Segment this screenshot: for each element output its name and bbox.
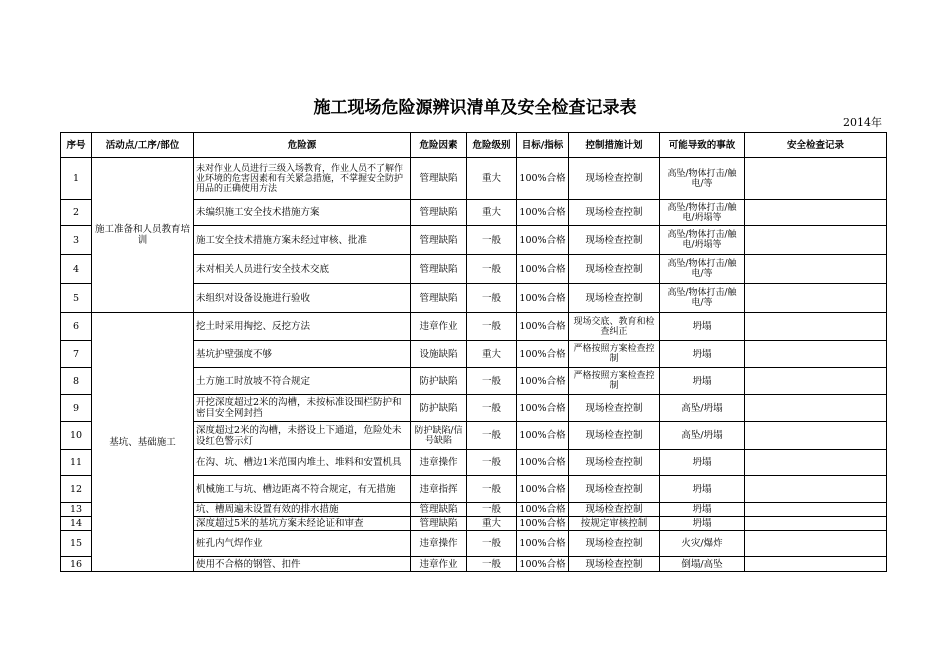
- accident-cell: 高坠/物体打击/触电/坍塌等: [660, 226, 745, 255]
- level-cell: 一般: [467, 313, 517, 341]
- header-col-control: 控制措施计划: [569, 133, 660, 158]
- header-col-level: 危险级别: [467, 133, 517, 158]
- hazard-cell: 基坑护壁强度不够: [194, 341, 411, 368]
- accident-cell: 高坠/物体打击/触电/等: [660, 284, 745, 313]
- factor-cell: 管理缺陷: [411, 255, 467, 284]
- factor-cell: 防护缺陷: [411, 395, 467, 422]
- inspection-record-cell: [745, 368, 887, 395]
- inspection-record-cell: [745, 531, 887, 557]
- row-number-cell: 5: [61, 284, 92, 313]
- accident-cell: 高坠/物体打击/触电/等: [660, 255, 745, 284]
- hazard-cell: 桩孔内气焊作业: [194, 531, 411, 557]
- control-cell: 现场检查控制: [569, 503, 660, 517]
- inspection-record-cell: [745, 226, 887, 255]
- hazard-cell: 未对相关人员进行安全技术交底: [194, 255, 411, 284]
- header-col-hazard: 危险源: [194, 133, 411, 158]
- accident-cell: 坍塌: [660, 517, 745, 531]
- accident-cell: 坍塌: [660, 450, 745, 476]
- level-cell: 一般: [467, 255, 517, 284]
- control-cell: 现场检查控制: [569, 422, 660, 450]
- target-cell: 100%合格: [517, 531, 569, 557]
- accident-cell: 坍塌: [660, 341, 745, 368]
- inspection-record-cell: [745, 422, 887, 450]
- target-cell: 100%合格: [517, 368, 569, 395]
- row-number-cell: 15: [61, 531, 92, 557]
- level-cell: 重大: [467, 200, 517, 226]
- factor-cell: 管理缺陷: [411, 503, 467, 517]
- target-cell: 100%合格: [517, 255, 569, 284]
- level-cell: 一般: [467, 450, 517, 476]
- hazard-cell: 未对作业人员进行三级入场教育，作业人员不了解作业环境的危害因素和有关紧急措施，不掌握安全防护用品的正确使用方法: [194, 158, 411, 200]
- header-row: [61, 133, 887, 158]
- target-cell: 100%合格: [517, 422, 569, 450]
- inspection-record-cell: [745, 476, 887, 503]
- control-cell: 现场检查控制: [569, 395, 660, 422]
- factor-cell: 违章指挥: [411, 476, 467, 503]
- target-cell: 100%合格: [517, 503, 569, 517]
- factor-cell: 管理缺陷: [411, 517, 467, 531]
- level-cell: 一般: [467, 476, 517, 503]
- hazard-cell: 机械施工与坑、槽边距离不符合规定，有无措施: [194, 476, 411, 503]
- target-cell: 100%合格: [517, 284, 569, 313]
- level-cell: 一般: [467, 503, 517, 517]
- hazard-cell: 挖土时采用掏挖、反挖方法: [194, 313, 411, 341]
- row-number-cell: 11: [61, 450, 92, 476]
- control-cell: 按规定审核控制: [569, 517, 660, 531]
- level-cell: 重大: [467, 517, 517, 531]
- row-number-cell: 8: [61, 368, 92, 395]
- level-cell: 一般: [467, 368, 517, 395]
- target-cell: 100%合格: [517, 226, 569, 255]
- header-col-no: 序号: [61, 133, 92, 158]
- row-number-cell: 9: [61, 395, 92, 422]
- factor-cell: 违章作业: [411, 557, 467, 572]
- row-number-cell: 7: [61, 341, 92, 368]
- control-cell: 现场检查控制: [569, 284, 660, 313]
- activity-cell: 基坑、基础施工: [92, 313, 194, 572]
- hazard-cell: 开挖深度超过2米的沟槽，未按标准设围栏防护和密目安全网封挡: [194, 395, 411, 422]
- factor-cell: 违章作业: [411, 313, 467, 341]
- level-cell: 一般: [467, 557, 517, 572]
- level-cell: 重大: [467, 158, 517, 200]
- row-number-cell: 16: [61, 557, 92, 572]
- header-col-factor: 危险因素: [411, 133, 467, 158]
- row-number-cell: 14: [61, 517, 92, 531]
- target-cell: 100%合格: [517, 341, 569, 368]
- row-number-cell: 3: [61, 226, 92, 255]
- target-cell: 100%合格: [517, 517, 569, 531]
- header-col-target: 目标/指标: [517, 133, 569, 158]
- inspection-record-cell: [745, 503, 887, 517]
- row-number-cell: 6: [61, 313, 92, 341]
- control-cell: 现场检查控制: [569, 200, 660, 226]
- header-col-accident: 可能导致的事故: [660, 133, 745, 158]
- control-cell: 现场检查控制: [569, 255, 660, 284]
- accident-cell: 坍塌: [660, 476, 745, 503]
- hazard-cell: 深度超过2米的沟槽，未搭设上下通道，危险处未设红色警示灯: [194, 422, 411, 450]
- row-number-cell: 13: [61, 503, 92, 517]
- factor-cell: 防护缺陷/信号缺陷: [411, 422, 467, 450]
- inspection-record-cell: [745, 255, 887, 284]
- accident-cell: 坍塌: [660, 368, 745, 395]
- row-number-cell: 12: [61, 476, 92, 503]
- row-number-cell: 2: [61, 200, 92, 226]
- hazard-table: [60, 132, 887, 572]
- target-cell: 100%合格: [517, 395, 569, 422]
- control-cell: 现场检查控制: [569, 476, 660, 503]
- accident-cell: 坍塌: [660, 503, 745, 517]
- target-cell: 100%合格: [517, 158, 569, 200]
- level-cell: 一般: [467, 226, 517, 255]
- accident-cell: 火灾/爆炸: [660, 531, 745, 557]
- page-title: 施工现场危险源辨识清单及安全检查记录表: [313, 98, 637, 118]
- accident-cell: 高坠/物体打击/触电/等: [660, 158, 745, 200]
- level-cell: 重大: [467, 341, 517, 368]
- control-cell: 现场检查控制: [569, 557, 660, 572]
- control-cell: 严格按照方案检查控制: [569, 341, 660, 368]
- control-cell: 严格按照方案检查控制: [569, 368, 660, 395]
- factor-cell: 管理缺陷: [411, 226, 467, 255]
- hazard-cell: 施工安全技术措施方案未经过审核、批准: [194, 226, 411, 255]
- target-cell: 100%合格: [517, 450, 569, 476]
- inspection-record-cell: [745, 158, 887, 200]
- year-label: 2014年: [843, 116, 882, 129]
- table-row: [61, 158, 887, 200]
- target-cell: 100%合格: [517, 200, 569, 226]
- row-number-cell: 4: [61, 255, 92, 284]
- level-cell: 一般: [467, 531, 517, 557]
- level-cell: 一般: [467, 284, 517, 313]
- row-number-cell: 10: [61, 422, 92, 450]
- accident-cell: 倒塌/高坠: [660, 557, 745, 572]
- factor-cell: 设施缺陷: [411, 341, 467, 368]
- accident-cell: 高坠/物体打击/触电/坍塌等: [660, 200, 745, 226]
- level-cell: 一般: [467, 422, 517, 450]
- factor-cell: 违章操作: [411, 531, 467, 557]
- header-col-activity: 活动点/工序/部位: [92, 133, 194, 158]
- header-col-record: 安全检查记录: [745, 133, 887, 158]
- factor-cell: 违章操作: [411, 450, 467, 476]
- target-cell: 100%合格: [517, 557, 569, 572]
- factor-cell: 防护缺陷: [411, 368, 467, 395]
- inspection-record-cell: [745, 284, 887, 313]
- control-cell: 现场检查控制: [569, 158, 660, 200]
- inspection-record-cell: [745, 450, 887, 476]
- inspection-record-cell: [745, 557, 887, 572]
- control-cell: 现场交底、教育和检查纠正: [569, 313, 660, 341]
- inspection-record-cell: [745, 395, 887, 422]
- inspection-record-cell: [745, 200, 887, 226]
- hazard-cell: 在沟、坑、槽边1米范围内堆土、堆料和安置机具: [194, 450, 411, 476]
- inspection-record-cell: [745, 517, 887, 531]
- hazard-cell: 未编织施工安全技术措施方案: [194, 200, 411, 226]
- factor-cell: 管理缺陷: [411, 284, 467, 313]
- activity-cell: 施工准备和人员教育培训: [92, 158, 194, 313]
- control-cell: 现场检查控制: [569, 450, 660, 476]
- table-row: [61, 313, 887, 341]
- factor-cell: 管理缺陷: [411, 158, 467, 200]
- control-cell: 现场检查控制: [569, 226, 660, 255]
- level-cell: 一般: [467, 395, 517, 422]
- control-cell: 现场检查控制: [569, 531, 660, 557]
- inspection-record-cell: [745, 313, 887, 341]
- accident-cell: 高坠/坍塌: [660, 422, 745, 450]
- target-cell: 100%合格: [517, 476, 569, 503]
- factor-cell: 管理缺陷: [411, 200, 467, 226]
- hazard-cell: 土方施工时放坡不符合规定: [194, 368, 411, 395]
- hazard-cell: 未组织对设备设施进行验收: [194, 284, 411, 313]
- row-number-cell: 1: [61, 158, 92, 200]
- hazard-cell: 坑、槽周遍未设置有效的排水措施: [194, 503, 411, 517]
- inspection-record-cell: [745, 341, 887, 368]
- table-body: [61, 158, 887, 572]
- hazard-cell: 深度超过5米的基坑方案未经论证和审查: [194, 517, 411, 531]
- hazard-cell: 使用不合格的钢管、扣件: [194, 557, 411, 572]
- accident-cell: 坍塌: [660, 313, 745, 341]
- target-cell: 100%合格: [517, 313, 569, 341]
- accident-cell: 高坠/坍塌: [660, 395, 745, 422]
